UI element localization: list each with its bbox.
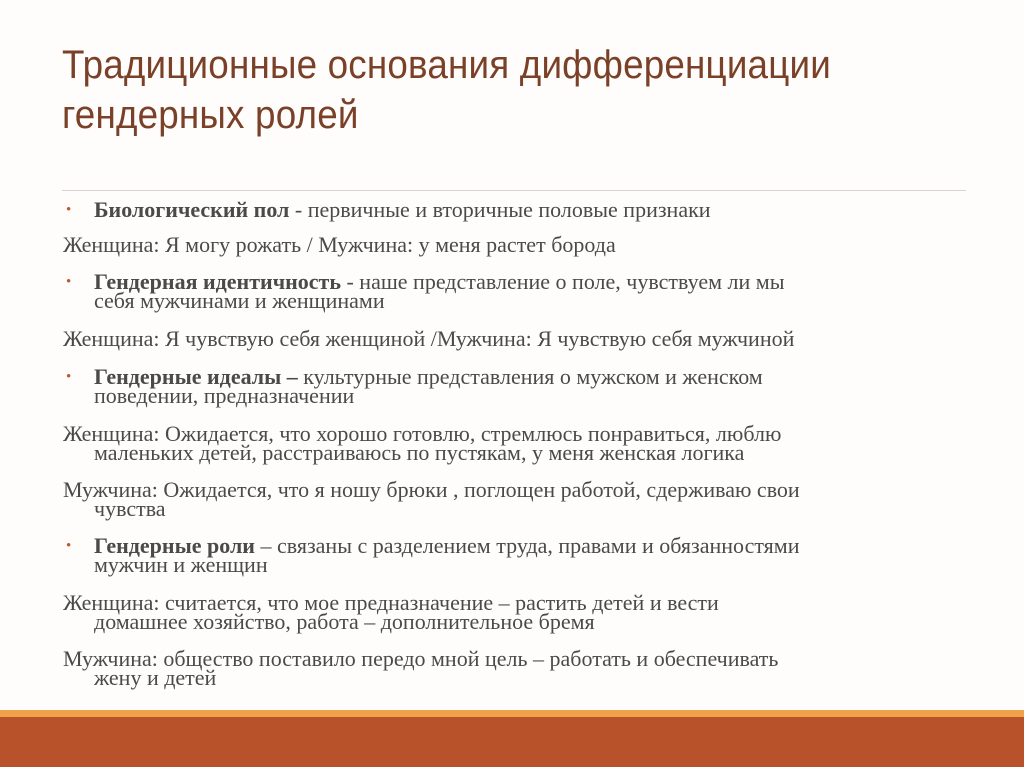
item-term: Гендерные идеалы – (94, 364, 298, 389)
footer-accent-bar (0, 710, 1024, 717)
example-line: Женщина: Я могу рожать / Мужчина: у меня растет борода (63, 232, 616, 257)
bullet-icon: • (66, 369, 72, 385)
item-continuation: мужчин и женщин (94, 552, 268, 577)
item-term: Гендерные роли (94, 533, 255, 558)
footer-bar (0, 717, 1024, 767)
slide-title: Традиционные основания дифференциации гендерных ролей (62, 43, 831, 137)
item-continuation: поведении, предназначении (94, 383, 355, 408)
example-line: Женщина: Я чувствую себя женщиной /Мужчина: Я чувствую себя мужчиной (63, 326, 795, 351)
item-text: - наше представление о поле, чувствуем ли мы (340, 269, 785, 294)
example-continuation: домашнее хозяйство, работа – дополнительное бремя (94, 609, 595, 634)
item-text: культурные представления о мужском и женском (297, 364, 763, 389)
item-term: Гендерная идентичность (94, 269, 341, 294)
example-line: Женщина: считается, что мое предназначение – растить детей и вести (63, 590, 719, 615)
bullet-icon: • (66, 538, 72, 554)
example-continuation: жену и детей (94, 665, 217, 690)
item-term: Биологический пол (94, 197, 290, 222)
list-item (94, 197, 711, 222)
item-text: – связаны с разделением труда, правами и обязанностями (254, 533, 800, 558)
title-divider (62, 190, 966, 191)
item-continuation: себя мужчинами и женщинами (94, 288, 385, 313)
item-text: - первичные и вторичные половые признаки (289, 197, 711, 222)
example-line: Женщина: Ожидается, что хорошо готовлю, стремлюсь понравиться, люблю (63, 421, 782, 446)
bullet-icon: • (66, 202, 72, 218)
example-line: Мужчина: общество поставило передо мной цель – работать и обеспечивать (63, 646, 779, 671)
example-continuation: маленьких детей, расстраиваюсь по пустякам, у меня женская логика (94, 440, 745, 465)
example-line: Мужчина: Ожидается, что я ношу брюки , поглощен работой, сдерживаю свои (63, 477, 800, 502)
example-continuation: чувства (94, 496, 166, 521)
bullet-icon: • (66, 274, 72, 290)
